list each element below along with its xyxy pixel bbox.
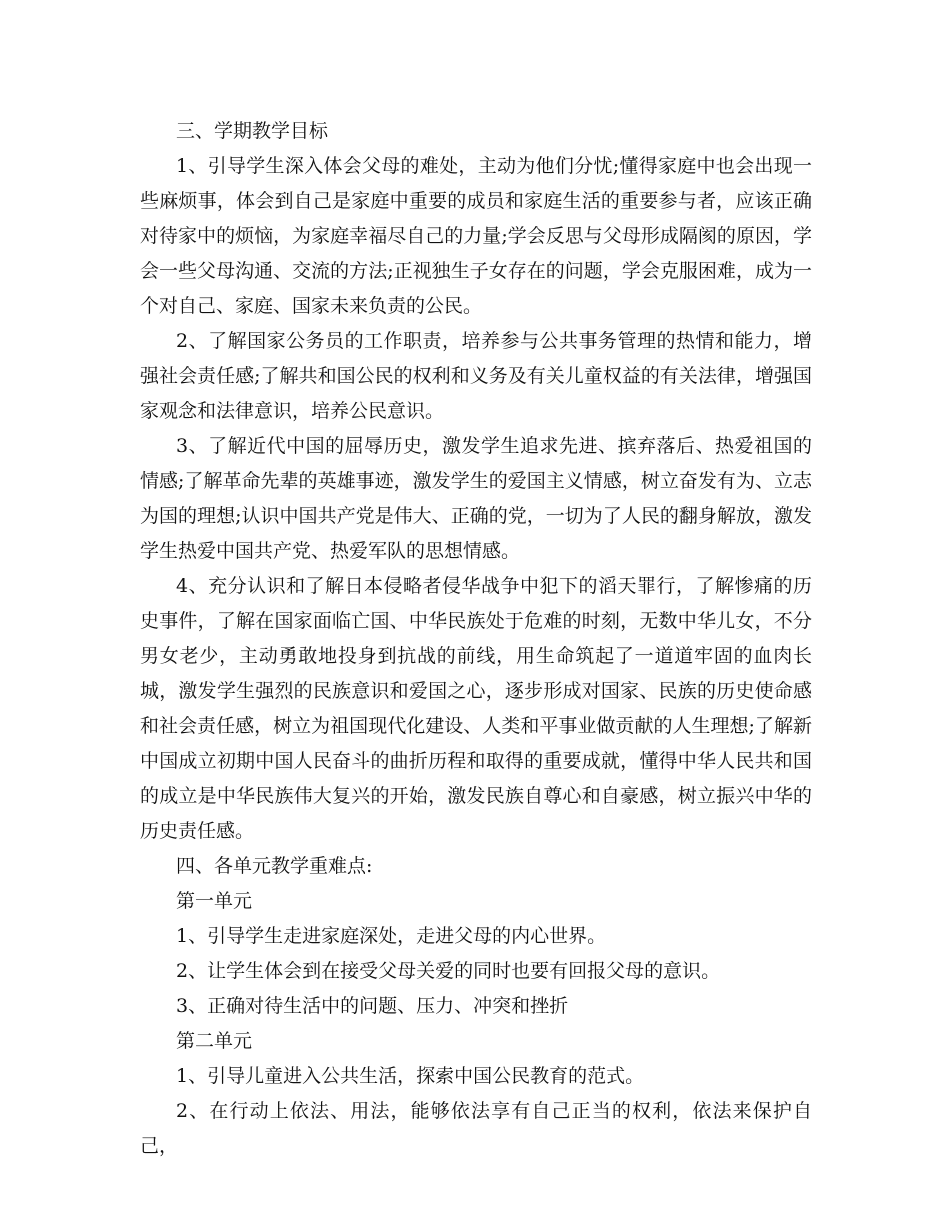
goal-paragraph-1: 1、引导学生深入体会父母的难处，主动为他们分忧;懂得家庭中也会出现一些麻烦事，体会到自己是家庭中重要的成员和家庭生活的重要参与者，应该正确对待家中的烦恼，为家庭幸福尽自己的力量;学会反思与父母形成隔阂的原因，学会一些父母沟通、交流的方法;正视独生子女存在的问题，学会克服困难，成为一个对自己、家庭、国家未来负责的公民。	[140, 155, 812, 317]
section-heading-units: 四、各单元教学重难点:	[176, 855, 373, 877]
unit-2-title: 第二单元	[176, 1030, 253, 1052]
unit-2-item-2: 2、在行动上依法、用法，能够依法享有自己正当的权利，依法来保护自己，	[140, 1100, 812, 1157]
unit-1-item-3: 3、正确对待生活中的问题、压力、冲突和挫折	[176, 995, 569, 1017]
document-body	[140, 114, 812, 1164]
goal-paragraph-3: 3、了解近代中国的屈辱历史，激发学生追求先进、摈弃落后、热爱祖国的情感;了解革命先辈的英雄事迹，激发学生的爱国主义情感，树立奋发有为、立志为国的理想;认识中国共产党是伟大、正确的党，一切为了人民的翻身解放，激发学生热爱中国共产党、热爱军队的思想情感。	[140, 435, 812, 562]
unit-2-item-1: 1、引导儿童进入公共生活，探索中国公民教育的范式。	[176, 1065, 645, 1087]
unit-1-item-2: 2、让学生体会到在接受父母关爱的同时也要有回报父母的意识。	[176, 960, 721, 982]
unit-1-item-1: 1、引导学生走进家庭深处，走进父母的内心世界。	[176, 925, 607, 947]
section-heading-goals: 三、学期教学目标	[176, 120, 329, 142]
goal-paragraph-2: 2、了解国家公务员的工作职责，培养参与公共事务管理的热情和能力，增强社会责任感;了解共和国公民的权利和义务及有关儿童权益的有关法律，增强国家观念和法律意识，培养公民意识。	[140, 330, 812, 422]
goal-paragraph-4: 4、充分认识和了解日本侵略者侵华战争中犯下的滔天罪行，了解惨痛的历史事件，了解在国家面临亡国、中华民族处于危难的时刻，无数中华儿女，不分男女老少，主动勇敢地投身到抗战的前线，用生命筑起了一道道牢固的血肉长城，激发学生强烈的民族意识和爱国之心，逐步形成对国家、民族的历史使命感和社会责任感，树立为祖国现代化建设、人类和平事业做贡献的人生理想;了解新中国成立初期中国人民奋斗的曲折历程和取得的重要成就，懂得中华人民共和国的成立是中华民族伟大复兴的开始，激发民族自尊心和自豪感，树立振兴中华的历史责任感。	[140, 575, 812, 842]
unit-1-title: 第一单元	[176, 890, 253, 912]
